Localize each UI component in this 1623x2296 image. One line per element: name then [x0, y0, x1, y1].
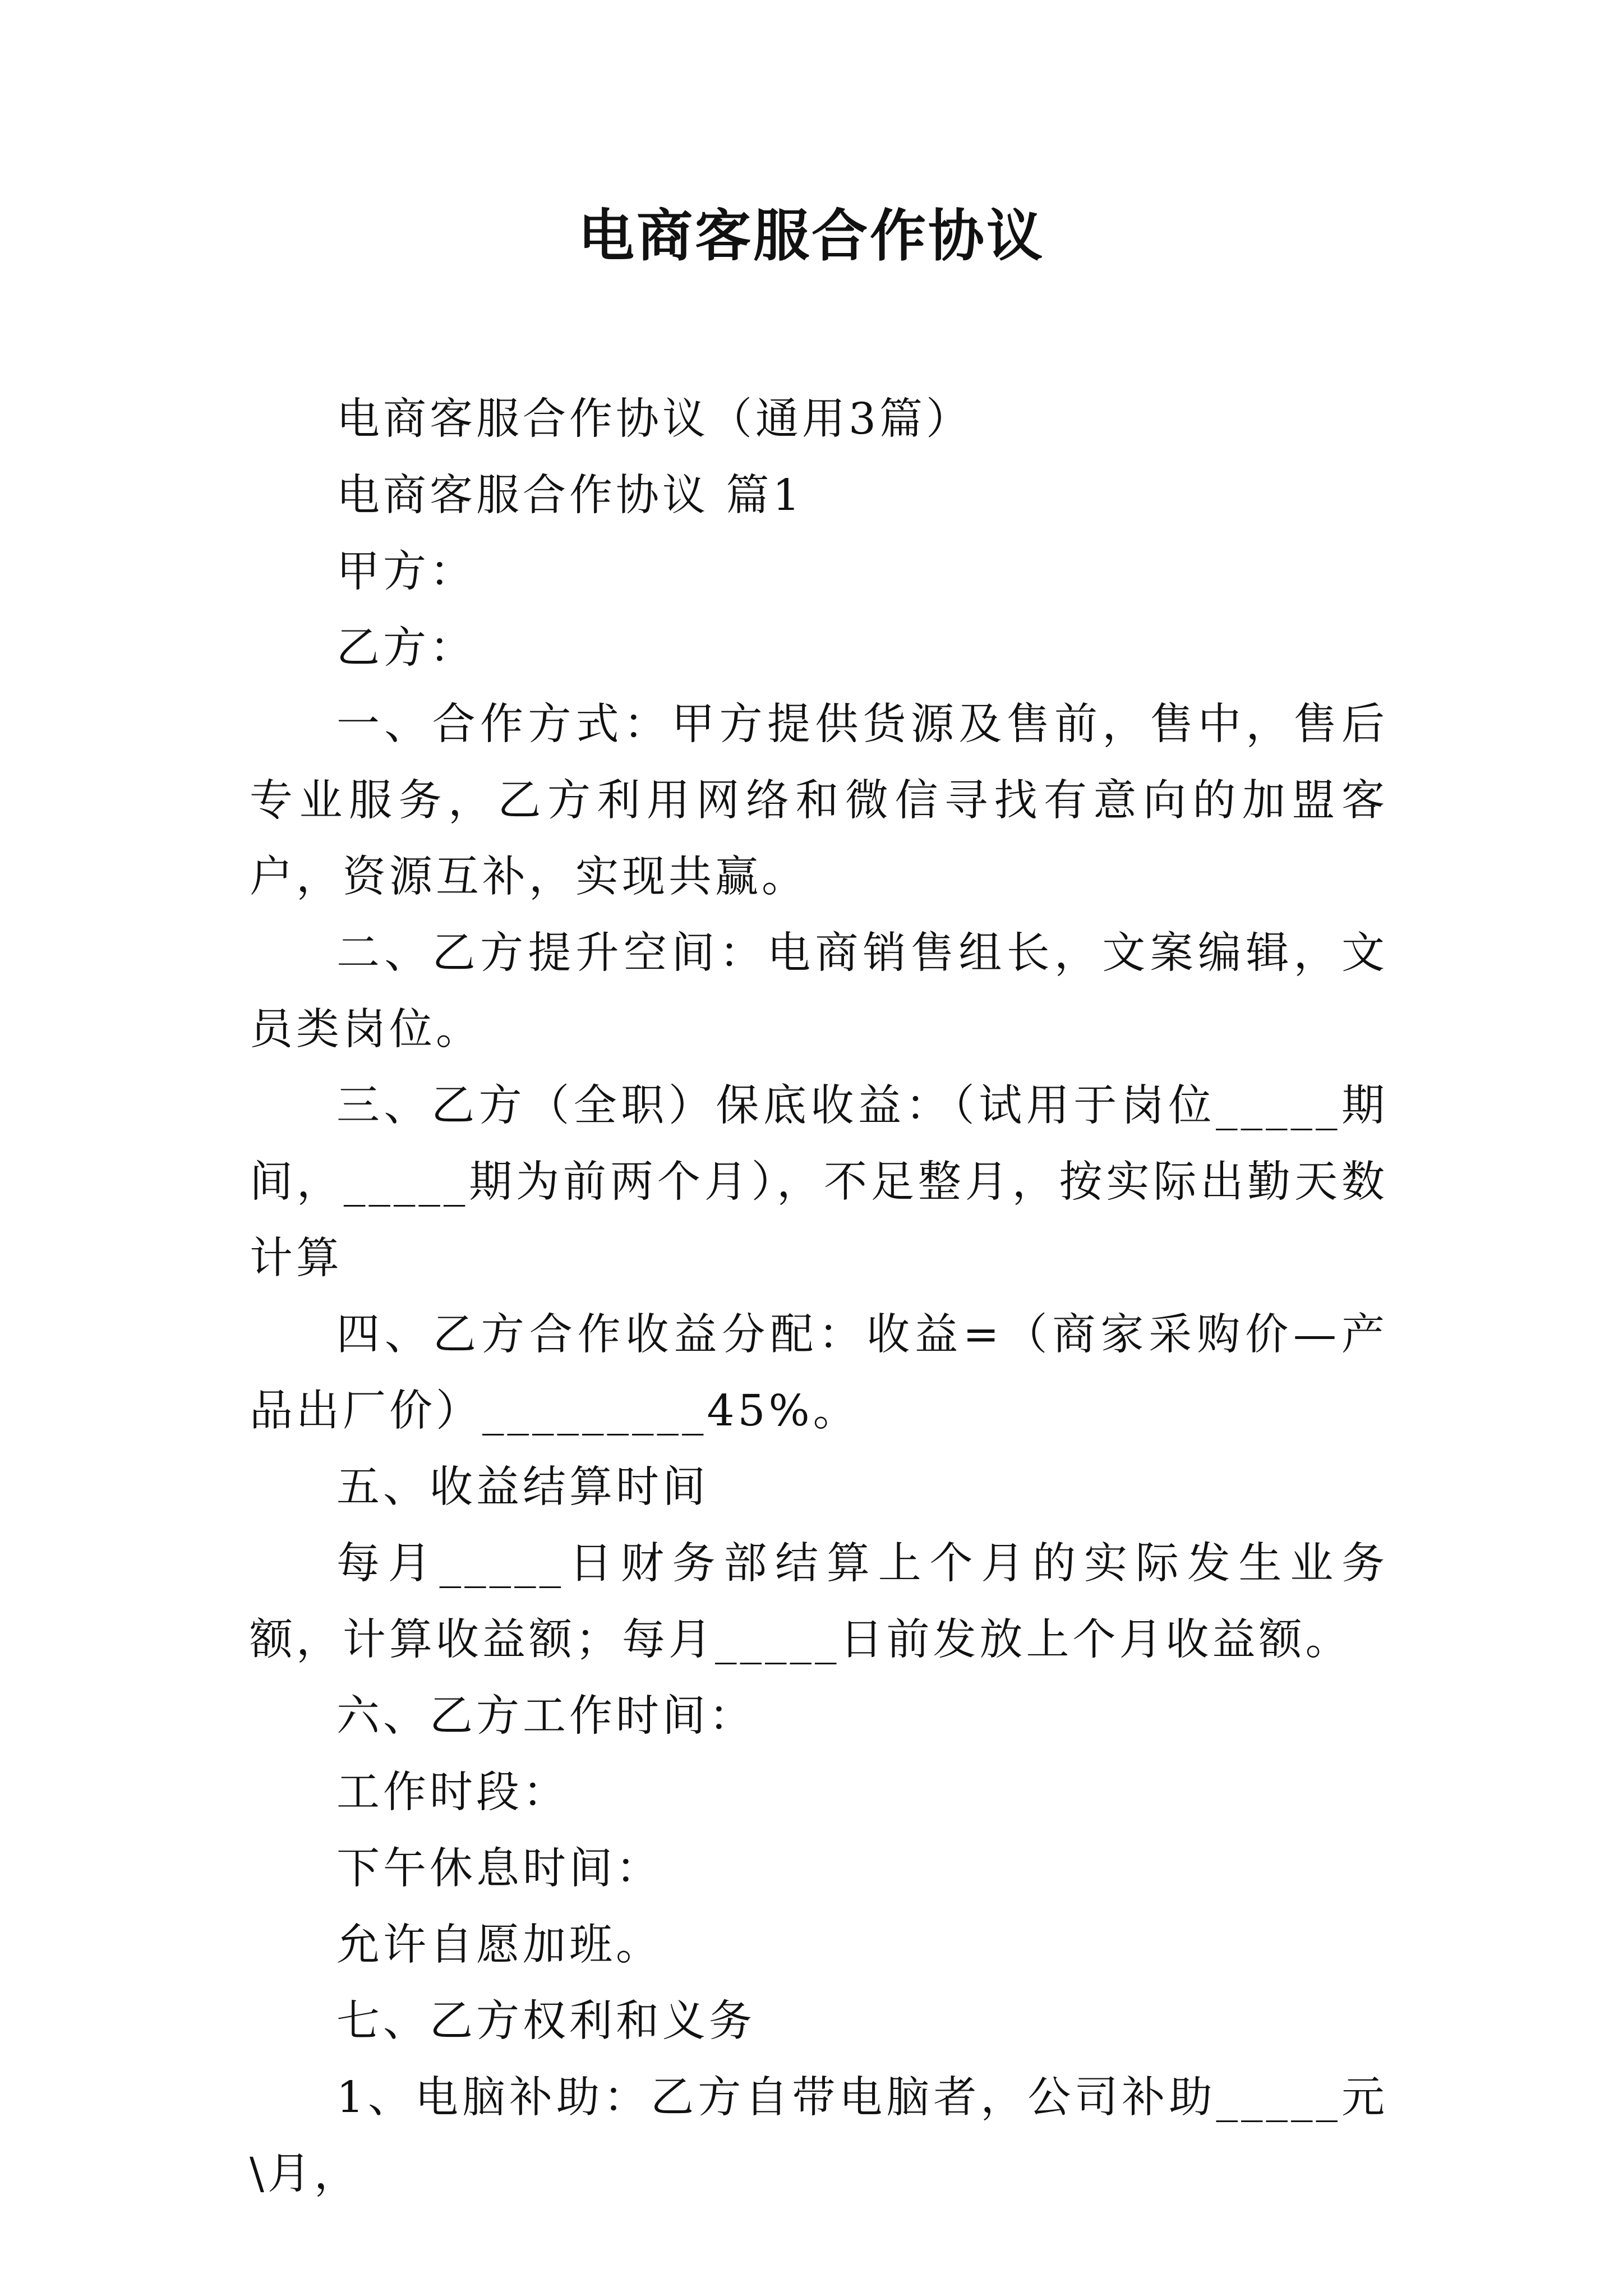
paragraph-party-b: 乙方： [336, 623, 476, 673]
paragraph-clause-5-heading: 五、收益结算时间 [336, 1462, 709, 1512]
paragraph-overtime: 允许自愿加班。 [336, 1920, 662, 1970]
paragraph-clause-6-heading: 六、乙方工作时间： [336, 1691, 755, 1741]
paragraph-clause-2: 二、乙方提升空间：电商销售组长，文案编辑，文员类岗位。 [250, 928, 1388, 1055]
document-body [250, 381, 1388, 2212]
paragraph-clause-7-heading: 七、乙方权利和义务 [336, 1996, 755, 2046]
paragraph-heading-collection: 电商客服合作协议（通用3篇） [336, 394, 972, 444]
paragraph-heading-part-1: 电商客服合作协议 篇1 [336, 471, 804, 521]
paragraph-clause-1: 一、合作方式：甲方提供货源及售前，售中，售后专业服务，乙方利用网络和微信寻找有意向的加盟客户，资源互补，实现共赢。 [250, 700, 1388, 902]
paragraph-clause-3: 三、乙方（全职）保底收益：（试用于岗位_____期间，_____期为前两个月），不足整月，按实际出勤天数计算 [250, 1081, 1388, 1283]
document-title: 电商客服合作协议 [578, 203, 1045, 269]
paragraph-clause-5-body: 每月_____日财务部结算上个月的实际发生业务额，计算收益额；每月_____日前发放上个月收益额。 [250, 1539, 1388, 1665]
paragraph-clause-4: 四、乙方合作收益分配：收益=（商家采购价—产品出厂价）_________45%。 [250, 1310, 1388, 1436]
paragraph-afternoon-break: 下午休息时间： [336, 1844, 662, 1894]
paragraph-party-a: 甲方： [336, 547, 476, 597]
paragraph-clause-7-item-1: 1、电脑补助：乙方自带电脑者，公司补助_____元\月， [250, 2073, 1388, 2199]
paragraph-work-hours: 工作时段： [336, 1768, 569, 1818]
